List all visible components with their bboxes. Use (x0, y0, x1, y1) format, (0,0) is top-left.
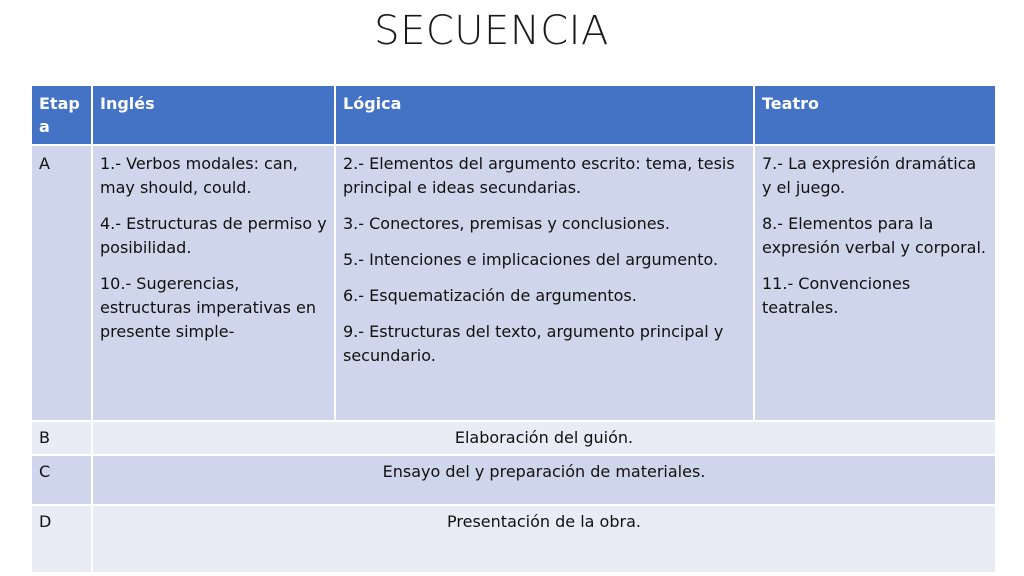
teatro-item: 11.- Convenciones teatrales. (762, 274, 911, 318)
merged-activity-cell: Presentación de la obra. (92, 505, 996, 573)
etapa-cell: B (31, 421, 92, 455)
header-teatro: Teatro (754, 85, 996, 145)
header-etapa: Etap a (31, 85, 92, 145)
etapa-cell: A (31, 145, 92, 421)
logica-item: 3.- Conectores, premisas y conclusiones. (343, 214, 670, 234)
logica-item: 6.- Esquematización de argumentos. (343, 286, 637, 306)
header-ingles: Inglés (92, 85, 335, 145)
merged-activity-cell: Elaboración del guión. (92, 421, 996, 455)
ingles-item: 4.- Estructuras de permiso y posibilidad. (100, 214, 327, 258)
teatro-cell (754, 145, 996, 421)
table-row-c (31, 455, 996, 505)
table-row-d (31, 505, 996, 573)
ingles-item: 10.- Sugerencias, estructuras imperativas en presente simple- (100, 274, 316, 342)
logica-item: 5.- Intenciones e implicaciones del argumento. (343, 250, 719, 270)
ingles-cell (92, 145, 335, 421)
merged-activity-cell: Ensayo del y preparación de materiales. (92, 455, 996, 505)
table-row-b (31, 421, 996, 455)
logica-item: 9.- Estructuras del texto, argumento principal y secundario. (343, 322, 724, 366)
logica-item: 2.- Elementos del argumento escrito: tema, tesis principal e ideas secundarias. (343, 154, 735, 198)
table-header-row (31, 85, 996, 145)
teatro-item: 8.- Elementos para la expresión verbal y corporal. (762, 214, 987, 258)
etapa-cell: C (31, 455, 92, 505)
slide-title: SECUENCIA (374, 8, 609, 54)
table-row-a (31, 145, 996, 421)
sequence-table (30, 84, 997, 574)
etapa-cell: D (31, 505, 92, 573)
ingles-item: 1.- Verbos modales: can, may should, could. (100, 154, 298, 198)
header-logica: Lógica (335, 85, 754, 145)
logica-cell (335, 145, 754, 421)
teatro-item: 7.- La expresión dramática y el juego. (762, 154, 977, 198)
